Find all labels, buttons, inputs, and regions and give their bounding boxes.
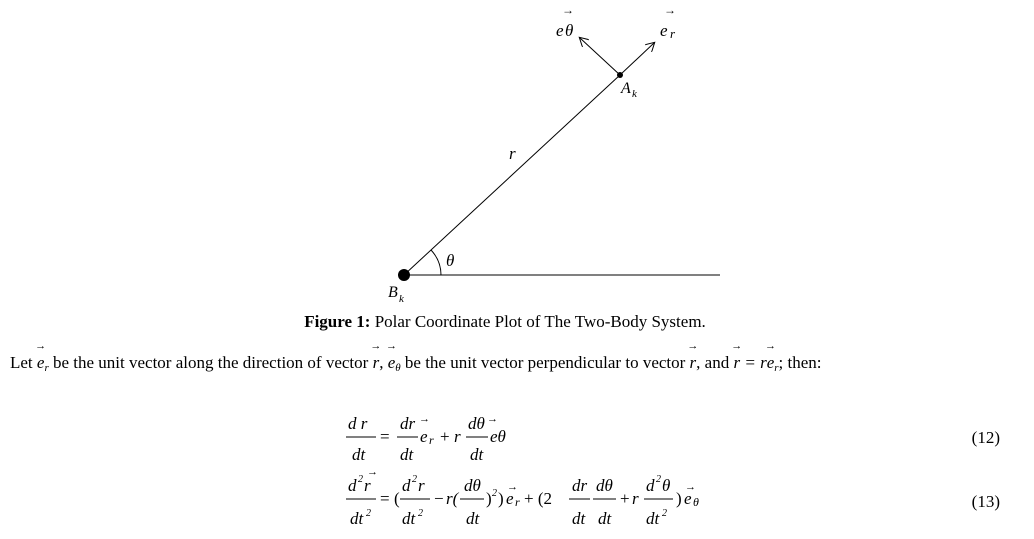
para-text-1: Let: [10, 353, 33, 372]
svg-text:2: 2: [418, 508, 423, 519]
para-text-2: be the unit vector along the direction of vector: [52, 353, 369, 372]
svg-text:): ): [486, 489, 492, 508]
svg-text:e: e: [684, 489, 692, 508]
svg-text:+ (2: + (2: [524, 489, 552, 508]
equation-12-number: (12): [971, 428, 1000, 447]
svg-text:dt: dt: [352, 445, 366, 464]
svg-text:→: →: [367, 470, 378, 478]
svg-text:e: e: [506, 489, 514, 508]
svg-text:2: 2: [412, 474, 417, 485]
e-theta-arrow: [580, 38, 620, 75]
svg-text:d: d: [402, 476, 411, 495]
svg-text:r(: r(: [446, 489, 459, 508]
sub-theta: θ: [395, 362, 401, 374]
vec-e-r-2: → e: [767, 353, 775, 373]
label-theta: θ: [446, 251, 455, 270]
para-text-7: ; then:: [778, 353, 822, 372]
svg-text:dθ: dθ: [468, 414, 485, 433]
para-text-6: = r: [744, 353, 767, 372]
label-e-r: [660, 3, 676, 41]
svg-text:2: 2: [656, 474, 661, 485]
label-e-theta: [556, 3, 574, 40]
svg-text:d: d: [646, 476, 655, 495]
svg-text:dr: dr: [400, 414, 416, 433]
vec-e-r: → e: [37, 353, 45, 373]
svg-text:2: 2: [492, 488, 497, 499]
svg-text:2: 2: [366, 508, 371, 519]
svg-text:A: A: [621, 80, 631, 97]
vec-e-theta: → e: [388, 353, 396, 373]
svg-text:r: r: [364, 476, 371, 495]
svg-text:r: r: [632, 489, 639, 508]
svg-text:+: +: [440, 427, 450, 446]
svg-text:d: d: [348, 476, 357, 495]
point-B: [398, 269, 410, 281]
svg-text:dt: dt: [598, 509, 612, 528]
theta-arc: [431, 250, 441, 275]
svg-text:2: 2: [662, 508, 667, 519]
svg-text:r: r: [429, 433, 434, 447]
e-r-arrow: [620, 43, 654, 75]
svg-text:dθ: dθ: [596, 476, 613, 495]
svg-text:dt: dt: [350, 509, 364, 528]
svg-text:→: →: [664, 3, 676, 17]
svg-text:→: →: [487, 413, 498, 425]
radius-line: [404, 75, 620, 275]
svg-text:→: →: [507, 481, 518, 493]
svg-text:θ: θ: [662, 476, 671, 495]
equation-13: [340, 470, 740, 535]
svg-text:+: +: [620, 489, 630, 508]
caption-prefix: Figure 1:: [304, 312, 371, 331]
svg-text:r: r: [418, 476, 425, 495]
vec-r-3: → r: [733, 353, 740, 373]
label-B: [388, 284, 405, 305]
figure-caption: [0, 312, 1010, 332]
svg-text:=: =: [380, 427, 390, 446]
svg-text:2: 2: [358, 474, 363, 485]
point-A: [617, 72, 623, 78]
para-text-3: ,: [379, 353, 384, 372]
svg-text:dt: dt: [646, 509, 660, 528]
vec-r-1: → r: [373, 353, 380, 373]
svg-text:→: →: [419, 413, 430, 425]
label-A: [620, 80, 638, 100]
svg-text:): ): [676, 489, 682, 508]
svg-text:B: B: [388, 284, 398, 301]
vec-r-2: → r: [690, 353, 697, 373]
svg-text:k: k: [399, 293, 404, 305]
svg-text:r: r: [670, 26, 676, 41]
svg-text:θ: θ: [693, 495, 699, 509]
svg-text:d r: d r: [348, 414, 368, 433]
svg-text:e: e: [420, 427, 428, 446]
svg-text:dr: dr: [572, 476, 588, 495]
svg-text:→: →: [685, 481, 696, 493]
sub-r: r: [44, 362, 49, 374]
svg-text:r: r: [454, 427, 461, 446]
label-r: r: [509, 144, 516, 163]
svg-text:r: r: [515, 495, 520, 509]
equation-12: [340, 410, 560, 470]
para-text-4: be the unit vector perpendicular to vector: [404, 353, 686, 372]
svg-text:(: (: [394, 489, 400, 508]
svg-text:→: →: [562, 3, 574, 17]
svg-text:−: −: [434, 489, 444, 508]
svg-text:=: =: [380, 489, 390, 508]
svg-text:dt: dt: [400, 445, 414, 464]
svg-text:eθ: eθ: [490, 427, 506, 446]
svg-text:θ: θ: [565, 21, 574, 40]
svg-text:e: e: [660, 21, 668, 40]
svg-text:dt: dt: [470, 445, 484, 464]
svg-text:): ): [498, 489, 504, 508]
caption-text: Polar Coordinate Plot of The Two-Body System.: [374, 312, 706, 331]
svg-text:k: k: [632, 88, 637, 100]
para-text-5: , and: [696, 353, 730, 372]
svg-text:dθ: dθ: [464, 476, 481, 495]
svg-text:dt: dt: [466, 509, 480, 528]
svg-text:e: e: [556, 21, 564, 40]
equation-13-number: (13): [971, 492, 1000, 511]
body-paragraph: Let → $e_r$ be the unit vector along the direction of vector → r, → $e_\theta$ be the unit vector perpendicular to vector → r, and → $r = r\to e_r$; then:: [10, 353, 821, 374]
svg-text:dt: dt: [402, 509, 416, 528]
svg-text:dt: dt: [572, 509, 586, 528]
